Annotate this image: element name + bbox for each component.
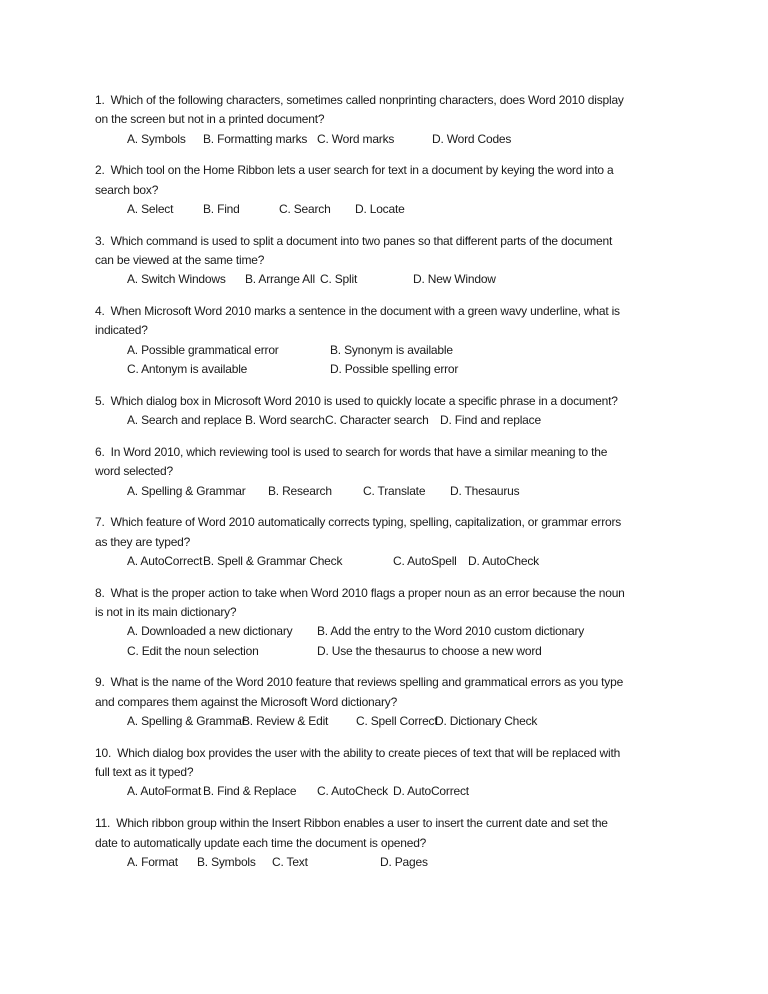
- answer-option: C. Text: [272, 854, 308, 869]
- question-number: 7.: [95, 515, 105, 530]
- answer-option: B. Synonym is available: [330, 342, 453, 357]
- question-line: What is the name of the Word 2010 feature that reviews spelling and grammatical errors as you type: [110, 675, 624, 690]
- question-7: [95, 513, 695, 571]
- question-number: 10.: [95, 745, 112, 760]
- answer-option: D. Possible spelling error: [330, 362, 459, 377]
- question-text: [95, 392, 695, 411]
- question-line: Which of the following characters, sometimes called nonprinting characters, does Word 2010 display: [110, 93, 624, 107]
- answer-row: [95, 552, 695, 571]
- question-text-continued: [95, 110, 695, 129]
- question-line: as they are typed?: [95, 534, 191, 549]
- question-text: [95, 814, 695, 833]
- answer-option: B. Add the entry to the Word 2010 custom dictionary: [317, 624, 585, 639]
- answer-option: D. Find and replace: [440, 413, 541, 428]
- answer-option: D. Pages: [380, 854, 428, 869]
- answer-option: A. Format: [127, 854, 178, 869]
- answer-option: D. Locate: [355, 201, 405, 216]
- answer-option: D. AutoCorrect: [393, 784, 469, 799]
- question-11: [95, 814, 695, 872]
- question-text-continued: [95, 533, 695, 552]
- question-line: Which command is used to split a document into two panes so that different parts of the document: [110, 233, 613, 248]
- answer-option: A. Spelling & Grammar: [127, 714, 246, 729]
- question-line: on the screen but not in a printed document?: [95, 112, 325, 127]
- question-line: word selected?: [95, 464, 173, 479]
- answer-option: B. Arrange All: [245, 272, 315, 287]
- answer-row: [95, 642, 695, 661]
- answer-row: [95, 853, 695, 872]
- question-number: 2.: [95, 163, 105, 178]
- question-line: can be viewed at the same time?: [95, 253, 265, 268]
- answer-option: B. Find: [203, 201, 240, 216]
- question-text-continued: [95, 763, 695, 782]
- question-line: What is the proper action to take when Word 2010 flags a proper noun as an error because the noun: [110, 585, 625, 600]
- question-number: 11.: [95, 816, 111, 831]
- question-text-continued: [95, 693, 695, 712]
- question-text: [95, 91, 695, 110]
- answer-option: C. Translate: [363, 483, 426, 498]
- answer-option: C. Edit the noun selection: [127, 643, 259, 658]
- question-text-continued: [95, 834, 695, 853]
- question-10: [95, 744, 695, 802]
- answer-option: B. Word search: [245, 413, 325, 428]
- answer-option: C. Word marks: [317, 131, 395, 146]
- answer-option: A. Symbols: [127, 131, 186, 146]
- answer-row: [95, 200, 695, 219]
- question-text: [95, 673, 695, 692]
- answer-option: B. Research: [268, 483, 332, 498]
- question-line: Which dialog box in Microsoft Word 2010 is used to quickly locate a specific phrase in a document?: [110, 393, 618, 408]
- answer-option: B. Find & Replace: [203, 784, 297, 799]
- question-6: [95, 443, 695, 501]
- question-line: indicated?: [95, 323, 148, 338]
- answer-row: [95, 622, 695, 641]
- answer-row: [95, 360, 695, 379]
- question-text: [95, 744, 695, 763]
- answer-option: A. Search and replace: [127, 413, 242, 428]
- question-5: [95, 392, 695, 431]
- question-number: 5.: [95, 393, 105, 408]
- question-text-continued: [95, 251, 695, 270]
- question-text-continued: [95, 462, 695, 481]
- answer-row: [95, 130, 695, 149]
- answer-option: C. Antonym is available: [127, 362, 248, 377]
- question-line: search box?: [95, 182, 159, 197]
- answer-row: [95, 712, 695, 731]
- question-3: [95, 232, 695, 290]
- question-text: [95, 584, 695, 603]
- answer-row: [95, 341, 695, 360]
- question-number: 8.: [95, 585, 105, 600]
- question-line: In Word 2010, which reviewing tool is used to search for words that have a similar meaning to the: [110, 444, 608, 459]
- answer-option: B. Formatting marks: [203, 131, 308, 146]
- question-number: 4.: [95, 304, 105, 319]
- answer-option: A. AutoCorrect: [127, 553, 203, 568]
- question-text: [95, 161, 695, 180]
- answer-option: D. Use the thesaurus to choose a new word: [317, 643, 542, 658]
- question-line: Which feature of Word 2010 automatically corrects typing, spelling, capitalization, or grammar errors: [110, 515, 622, 530]
- answer-row: [95, 270, 695, 289]
- question-8: [95, 584, 695, 661]
- question-line: Which tool on the Home Ribbon lets a user search for text in a document by keying the word into a: [110, 163, 614, 178]
- question-text-continued: [95, 181, 695, 200]
- question-text-continued: [95, 321, 695, 340]
- answer-option: C. Spell Correct: [356, 714, 438, 729]
- answer-option: C. AutoCheck: [317, 784, 388, 799]
- answer-option: A. Switch Windows: [127, 272, 226, 287]
- question-number: 1.: [95, 93, 105, 107]
- answer-option: A. AutoFormat: [127, 784, 202, 799]
- answer-option: A. Possible grammatical error: [127, 342, 279, 357]
- answer-row: [95, 411, 695, 430]
- question-text: [95, 232, 695, 251]
- question-line: Which dialog box provides the user with the ability to create pieces of text that will be replaced with: [117, 745, 621, 760]
- answer-option: C. AutoSpell: [393, 553, 457, 568]
- question-2: [95, 161, 695, 219]
- question-4: [95, 302, 695, 379]
- answer-option: A. Spelling & Grammar: [127, 483, 246, 498]
- question-text: [95, 302, 695, 321]
- answer-option: B. Spell & Grammar Check: [203, 553, 343, 568]
- answer-option: D. AutoCheck: [468, 553, 539, 568]
- question-line: date to automatically update each time the document is opened?: [95, 835, 427, 850]
- quiz-document: [95, 91, 695, 885]
- question-number: 9.: [95, 675, 105, 690]
- question-line: When Microsoft Word 2010 marks a sentence in the document with a green wavy underline, what is: [110, 304, 620, 319]
- answer-row: [95, 782, 695, 801]
- question-text-continued: [95, 603, 695, 622]
- question-9: [95, 673, 695, 731]
- question-number: 3.: [95, 233, 105, 248]
- answer-option: C. Character search: [325, 413, 429, 428]
- question-line: full text as it typed?: [95, 765, 194, 780]
- answer-option: A. Downloaded a new dictionary: [127, 624, 293, 639]
- answer-option: B. Symbols: [197, 854, 256, 869]
- question-text: [95, 513, 695, 532]
- answer-option: D. Thesaurus: [450, 483, 520, 498]
- question-text: [95, 443, 695, 462]
- question-1: [95, 91, 695, 149]
- question-line: Which ribbon group within the Insert Ribbon enables a user to insert the current date and set the: [116, 816, 608, 831]
- answer-option: D. Dictionary Check: [435, 714, 538, 729]
- answer-option: B. Review & Edit: [242, 714, 329, 729]
- question-line: and compares them against the Microsoft Word dictionary?: [95, 694, 398, 709]
- answer-option: C. Split: [320, 272, 358, 287]
- question-number: 6.: [95, 444, 105, 459]
- answer-option: C. Search: [279, 201, 331, 216]
- answer-option: D. New Window: [413, 272, 496, 287]
- answer-row: [95, 482, 695, 501]
- answer-option: D. Word Codes: [432, 131, 512, 146]
- question-line: is not in its main dictionary?: [95, 605, 237, 620]
- answer-option: A. Select: [127, 201, 174, 216]
